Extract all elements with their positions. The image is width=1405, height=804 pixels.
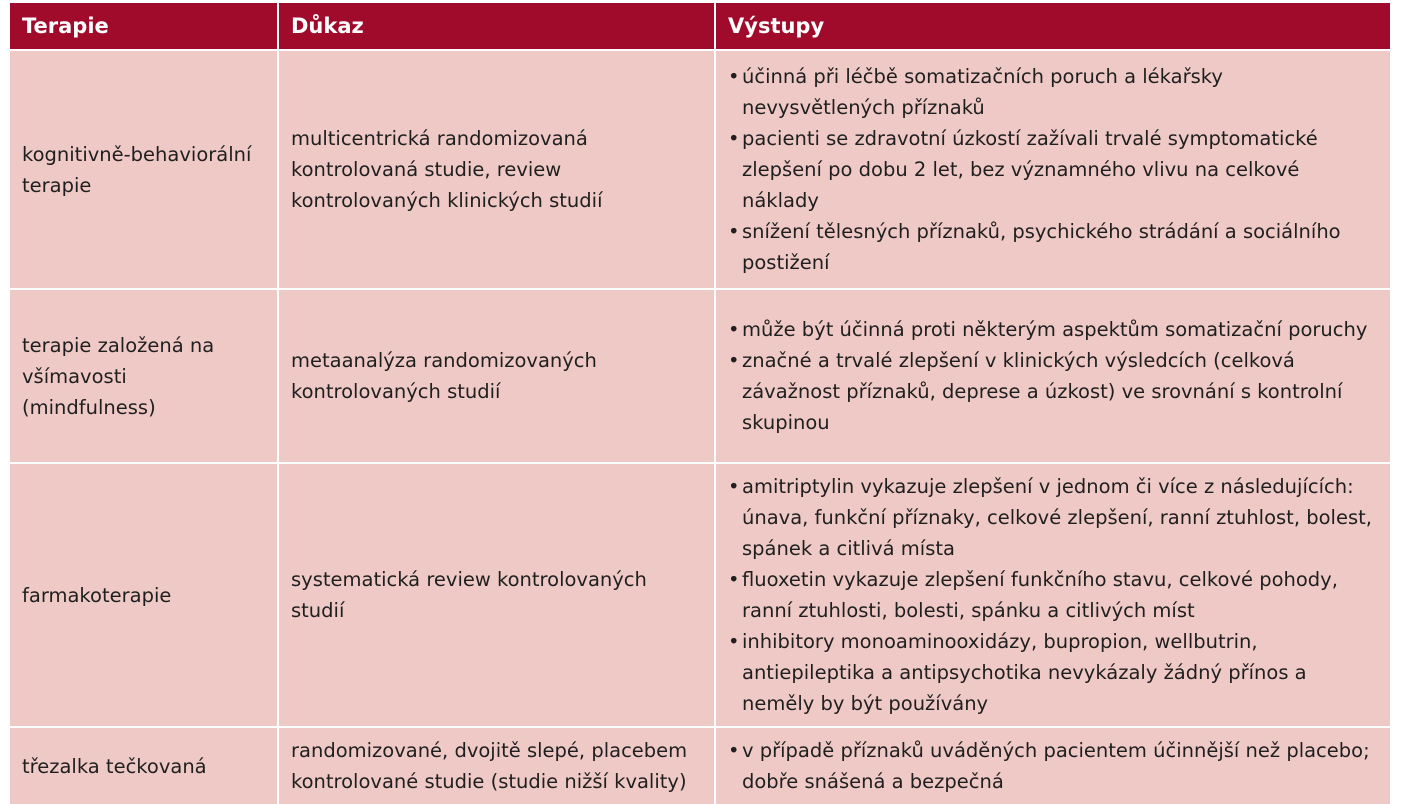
output-item: • v případě příznaků uváděných pacientem účinnější než placebo; dobře snášená a bezpečná	[728, 735, 1378, 797]
outputs-list	[728, 735, 1378, 797]
output-item: • fluoxetin vykazuje zlepšení funkčního stavu, celkové pohody, ranní ztuhlosti, bolesti, spánku a citlivých míst	[728, 564, 1378, 626]
therapy-evidence-table	[10, 3, 1390, 804]
outputs-list	[728, 314, 1378, 438]
evidence-cell: metaanalýza randomizovaných kontrolovaných studií	[278, 289, 715, 463]
table-row	[10, 463, 1390, 727]
outputs-cell	[715, 289, 1390, 463]
therapy-cell: farmakoterapie	[10, 463, 278, 727]
evidence-cell: randomizované, dvojitě slepé, placebem kontrolované studie (studie nižší kvality)	[278, 727, 715, 804]
output-item: • amitriptylin vykazuje zlepšení v jednom či více z následujících: únava, funkční příznaky, celkové zlepšení, ranní ztuhlost, bolest, spánek a citlivá místa	[728, 471, 1378, 564]
header-therapy: Terapie	[10, 3, 278, 50]
outputs-cell	[715, 727, 1390, 804]
outputs-cell	[715, 50, 1390, 289]
table-row	[10, 289, 1390, 463]
table-row	[10, 727, 1390, 804]
therapy-cell: třezalka tečkovaná	[10, 727, 278, 804]
evidence-cell: multicentrická randomizovaná kontrolovaná studie, review kontrolovaných klinických studií	[278, 50, 715, 289]
outputs-cell	[715, 463, 1390, 727]
table-header-row	[10, 3, 1390, 50]
outputs-list	[728, 61, 1378, 278]
output-item: • účinná při léčbě somatizačních poruch a lékařsky nevysvětlených příznaků	[728, 61, 1378, 123]
evidence-cell: systematická review kontrolovaných studií	[278, 463, 715, 727]
therapy-cell: terapie založená na všímavosti (mindfulness)	[10, 289, 278, 463]
table-row	[10, 50, 1390, 289]
output-item: • může být účinná proti některým aspektům somatizační poruchy	[728, 314, 1378, 345]
outputs-list	[728, 471, 1378, 719]
output-item: • inhibitory monoaminooxidázy, bupropion, wellbutrin, antiepileptika a antipsychotika nevykázaly žádný přínos a neměly by být používány	[728, 626, 1378, 719]
output-item: • snížení tělesných příznaků, psychického strádání a sociálního postižení	[728, 216, 1378, 278]
header-evidence: Důkaz	[278, 3, 715, 50]
output-item: • značné a trvalé zlepšení v klinických výsledcích (celková závažnost příznaků, deprese a úzkost) ve srovnání s kontrolní skupinou	[728, 345, 1378, 438]
header-outputs: Výstupy	[715, 3, 1390, 50]
output-item: • pacienti se zdravotní úzkostí zažívali trvalé symptomatické zlepšení po dobu 2 let, bez významného vlivu na celkové náklady	[728, 123, 1378, 216]
therapy-cell: kognitivně-behaviorální terapie	[10, 50, 278, 289]
